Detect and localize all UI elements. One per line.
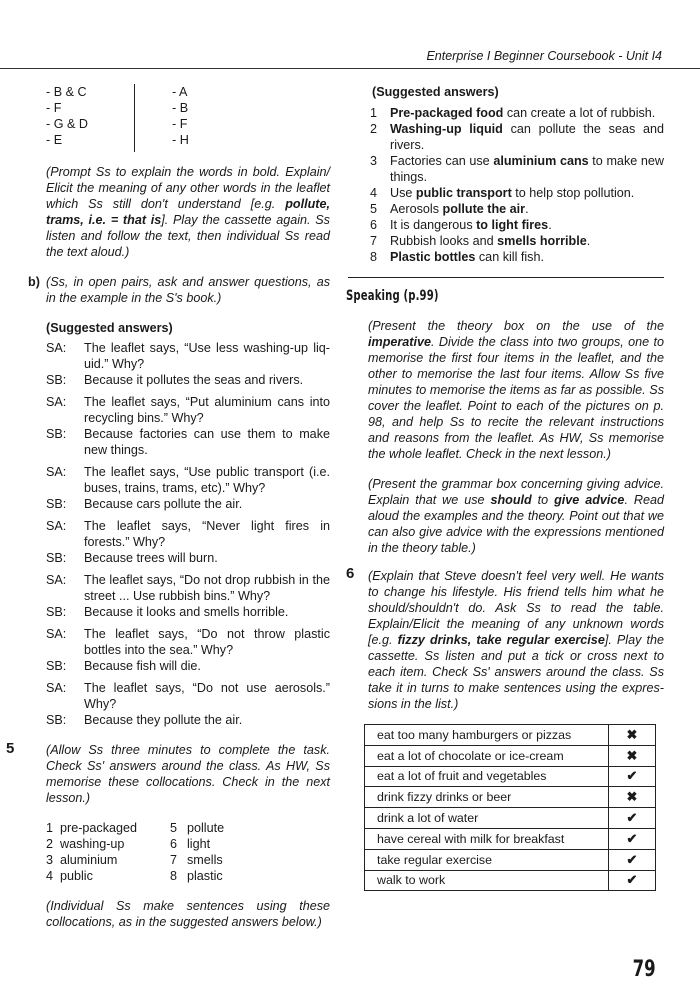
prompt-note: (Prompt Ss to explain the words in bold. Explain/ Elicit the meaning of any other words in the leaflet which Ss still don't understand [e.g. pollute, trams, i.e. = that is]. Play the cassette again. Ss listen and follow the text, then individual Ss read the text aloud.) [46, 165, 330, 259]
dialogue: SA: The leaflet says, “Never light fires in forests.” Why? SB: Because trees will burn. [46, 519, 330, 565]
match-right: - A [172, 85, 188, 99]
table-row [365, 725, 656, 746]
match-right: - B [172, 101, 189, 115]
matching-answers [46, 84, 330, 150]
table-row [365, 870, 656, 891]
speaking-para-2: (Present the grammar box concerning giving advice. Explain that we use should to give advice. Read aloud the examples and the theory. Point out that we can also give advice with the expressions mentioned in the theory table.) [368, 477, 664, 555]
dialogue: SA: The leaflet says, “Put aluminium cans into recycling bins.” Why? SB: Because factories can use them to make new things. [46, 395, 330, 457]
tick-mark-icon: ✔ [609, 766, 656, 787]
match-left: - F [46, 101, 62, 115]
suggested-answers-label: (Suggested answers) [46, 321, 173, 335]
speaking-heading-wrap [346, 288, 664, 306]
match-right: - F [172, 117, 188, 131]
dialogue: SA: The leaflet says, “Do not throw plastic bottles into the sea.” Why? SB: Because fish will die. [46, 627, 330, 673]
collocation-item: 6 light [170, 837, 211, 851]
answer-item: 7 Rubbish looks and smells horrible. [370, 234, 591, 248]
table-row [365, 828, 656, 849]
collocation-item: 8 plastic [170, 869, 223, 883]
table-row [365, 745, 656, 766]
dialogue-list [46, 340, 330, 728]
suggested-answers-list [368, 105, 664, 265]
table-item: walk to work [365, 870, 609, 891]
collocation-item: 2 washing-up [46, 837, 125, 851]
cross-mark-icon: ✖ [609, 725, 656, 746]
answer-item: 4 Use public transport to help stop pollution. [370, 186, 635, 200]
answer-item: 1 Pre-packaged food can create a lot of rubbish. [370, 106, 656, 120]
page-number: 79 [633, 957, 656, 982]
table-item: have cereal with milk for breakfast [365, 828, 609, 849]
speaking-para-1: (Present the theory box on the use of the imperative. Divide the class into two groups, one to memorise the first four items in the leaflet, and the other to memorise the last four items. Allow Ss five minutes to memorise the items as far as possible. Ss cover the leaflet. Point to each of the pictures on p. 98, and help Ss to recite the relevant instructions and reasons from the leaflet. As HW, Ss memorise the whole leaflet. Check in the next lesson.) [368, 319, 664, 461]
cross-mark-icon: ✖ [609, 787, 656, 808]
dialogue: SA: The leaflet says, “Use less washing-up liq-uid.” Why? SB: Because it pollutes the seas and rivers. [46, 341, 330, 387]
tick-mark-icon: ✔ [609, 808, 656, 829]
table-row [365, 787, 656, 808]
exercise-5-number: 5 [6, 740, 15, 757]
exercise-6-instructions: (Explain that Steve doesn't feel very well. He wants to change his lifestyle. His friend tells him what he should/shouldn't do. Ask Ss to read the table. Explain/Elicit the meaning of any unknown words [e.g. fizzy drinks, take regular exercise]. Play the cassette. Ss listen and put a tick or cross next to each item. Check Ss' answers around the class. Ss take it in turns to make sentences using the expres-sions in the list.) [368, 569, 664, 711]
collocation-item: 5 pollute [170, 821, 225, 835]
left-column [6, 84, 330, 930]
exercise-5-instructions: (Allow Ss three minutes to complete the task. Check Ss' answers around the class. As HW, Ss memorise these collocations. Check in the next lesson.) [46, 743, 330, 805]
answer-item: 8 Plastic bottles can kill fish. [370, 250, 544, 264]
page-header [0, 42, 700, 69]
dialogue: SA: The leaflet says, “Use public transport (i.e. buses, trains, trams, etc).” Why? SB: Because cars pollute the air. [46, 465, 330, 511]
table-item: take regular exercise [365, 849, 609, 870]
collocation-item: 1 pre-packaged [46, 821, 138, 835]
exercise-6-number: 6 [346, 565, 355, 582]
collocations-list [46, 820, 330, 884]
table-item: eat a lot of chocolate or ice-cream [365, 745, 609, 766]
advice-table [364, 724, 656, 891]
exercise-5-after: (Individual Ss make sentences using these collocations, as in the suggested answers below.) [46, 899, 330, 929]
section-divider [348, 277, 664, 278]
tick-mark-icon: ✔ [609, 870, 656, 891]
part-b [28, 274, 330, 306]
header-title: Enterprise I Beginner Coursebook - Unit I4 [426, 49, 662, 63]
right-column [346, 84, 664, 891]
speaking-heading: Speaking (p.99) [346, 288, 439, 304]
exercise-5 [6, 740, 330, 930]
match-right: - H [172, 133, 189, 147]
exercise-6 [346, 565, 664, 712]
part-b-label: b) [28, 275, 40, 289]
answer-item: 5 Aerosols pollute the air. [370, 202, 529, 216]
collocation-item: 3 aluminium [46, 853, 118, 867]
answer-item: 3 Factories can use aluminium cans to make new things. [370, 154, 664, 184]
table-row [365, 766, 656, 787]
tick-mark-icon: ✔ [609, 849, 656, 870]
match-left: - E [46, 133, 63, 147]
part-b-text: (Ss, in open pairs, ask and answer questions, as in the example in the S's book.) [46, 275, 330, 305]
table-item: drink fizzy drinks or beer [365, 787, 609, 808]
dialogue: SA: The leaflet says, “Do not use aerosols.” Why? SB: Because they pollute the air. [46, 681, 330, 727]
table-row [365, 849, 656, 870]
tick-mark-icon: ✔ [609, 828, 656, 849]
table-item: drink a lot of water [365, 808, 609, 829]
answer-item: 6 It is dangerous to light fires. [370, 218, 552, 232]
table-item: eat too many hamburgers or pizzas [365, 725, 609, 746]
match-left: - B & C [46, 85, 87, 99]
table-item: eat a lot of fruit and vegetables [365, 766, 609, 787]
cross-mark-icon: ✖ [609, 745, 656, 766]
table-row [365, 808, 656, 829]
collocation-item: 7 smells [170, 853, 223, 867]
match-left: - G & D [46, 117, 88, 131]
answer-item: 2 Washing-up liquid can pollute the seas and rivers. [370, 122, 664, 152]
right-suggested-label: (Suggested answers) [372, 85, 499, 99]
dialogue: SA: The leaflet says, “Do not drop rubbish in the street ... Use rubbish bins.” Why? SB: Because it looks and smells horrible. [46, 573, 330, 619]
collocation-item: 4 public [46, 869, 93, 883]
